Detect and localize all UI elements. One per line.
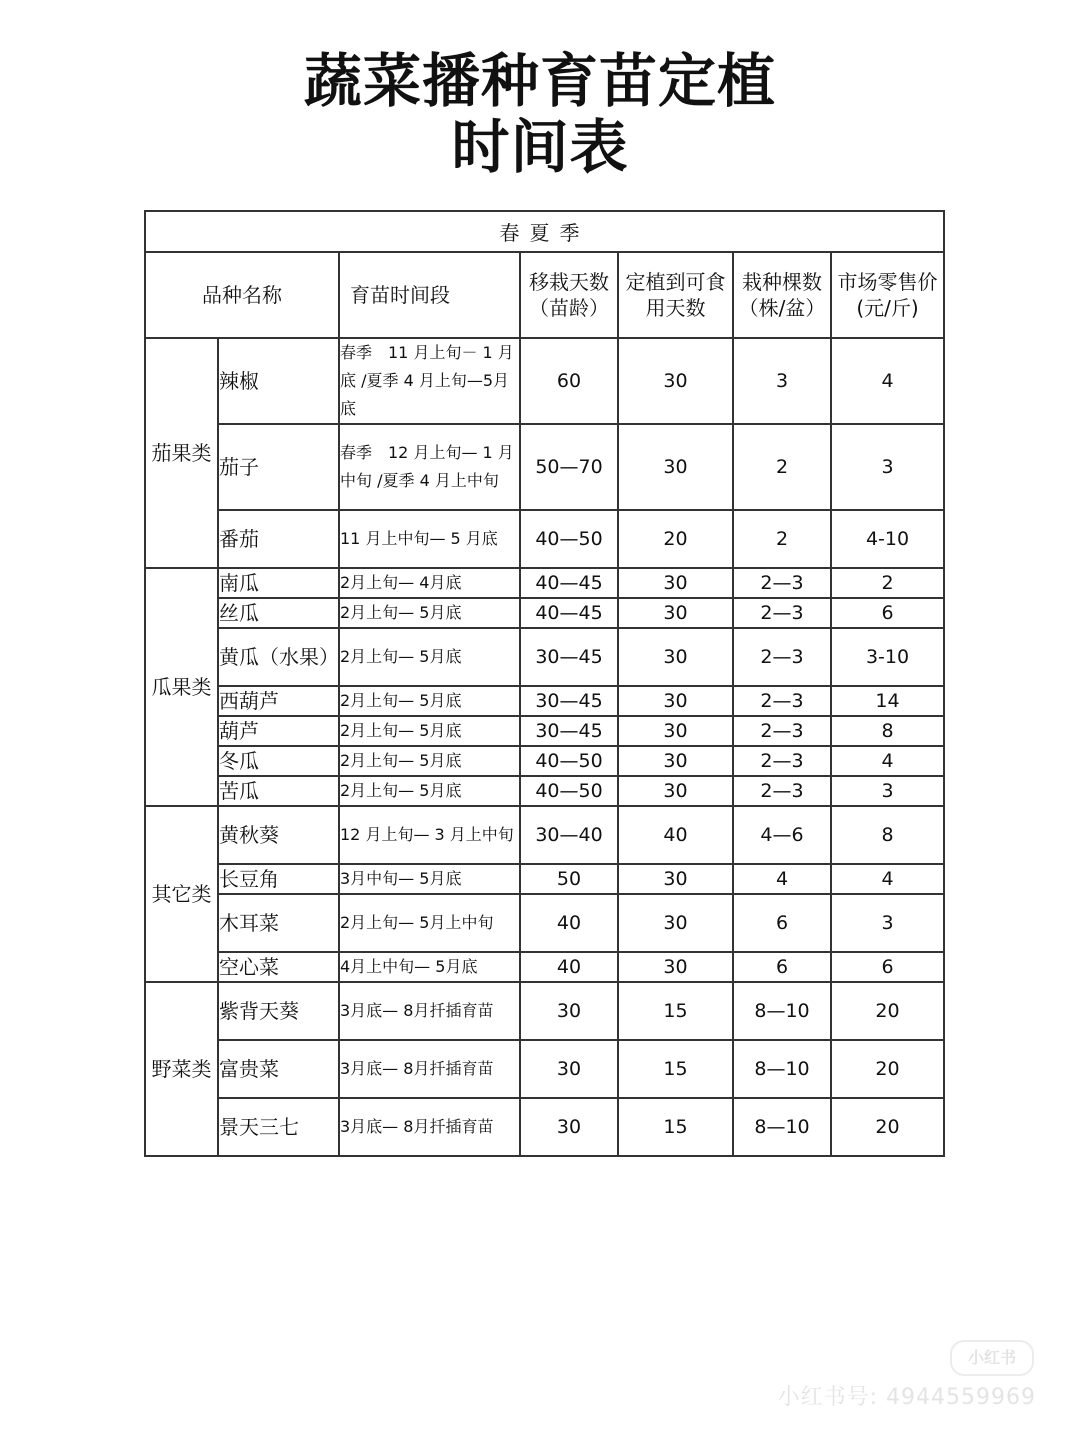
seedling-period-cell: 2月上旬— 5月底 bbox=[339, 776, 520, 806]
harvest-days-cell: 15 bbox=[618, 1098, 733, 1156]
table-row bbox=[145, 424, 944, 510]
plant-count-cell: 6 bbox=[733, 952, 831, 982]
transplant-days-cell: 50 bbox=[520, 864, 618, 894]
table-row bbox=[145, 806, 944, 864]
variety-name-cell: 黄瓜（水果） bbox=[218, 628, 339, 686]
table-row bbox=[145, 746, 944, 776]
plant-count-cell: 8—10 bbox=[733, 1040, 831, 1098]
variety-name-cell: 冬瓜 bbox=[218, 746, 339, 776]
table-row bbox=[145, 982, 944, 1040]
variety-name-cell: 景天三七 bbox=[218, 1098, 339, 1156]
harvest-days-cell: 30 bbox=[618, 776, 733, 806]
column-header-row bbox=[145, 252, 944, 338]
table-row bbox=[145, 1098, 944, 1156]
table-row bbox=[145, 628, 944, 686]
seedling-period-cell: 春季 12 月上旬— 1 月中旬 /夏季 4 月上中旬 bbox=[339, 424, 520, 510]
header-transplant-days: 移栽天数（苗龄） bbox=[520, 252, 618, 338]
table-row bbox=[145, 864, 944, 894]
plant-count-cell: 2—3 bbox=[733, 628, 831, 686]
retail-price-cell: 20 bbox=[831, 982, 944, 1040]
seedling-period-cell: 2月上旬— 5月底 bbox=[339, 716, 520, 746]
retail-price-cell: 4 bbox=[831, 746, 944, 776]
variety-name-cell: 黄秋葵 bbox=[218, 806, 339, 864]
watermark-text: 小红书号: 4944559969 bbox=[777, 1385, 1036, 1410]
plant-count-cell: 6 bbox=[733, 894, 831, 952]
variety-name-cell: 木耳菜 bbox=[218, 894, 339, 952]
variety-name-cell: 富贵菜 bbox=[218, 1040, 339, 1098]
plant-count-cell: 3 bbox=[733, 338, 831, 424]
page-title-line2: 时间表 bbox=[451, 113, 629, 181]
seedling-period-cell: 2月上旬— 5月底 bbox=[339, 628, 520, 686]
variety-name-cell: 辣椒 bbox=[218, 338, 339, 424]
variety-name-cell: 西葫芦 bbox=[218, 686, 339, 716]
retail-price-cell: 14 bbox=[831, 686, 944, 716]
category-cell: 瓜果类 bbox=[145, 568, 218, 806]
harvest-days-cell: 40 bbox=[618, 806, 733, 864]
harvest-days-cell: 30 bbox=[618, 716, 733, 746]
page-title bbox=[0, 48, 1080, 180]
harvest-days-cell: 15 bbox=[618, 1040, 733, 1098]
retail-price-cell: 4 bbox=[831, 864, 944, 894]
harvest-days-cell: 30 bbox=[618, 894, 733, 952]
plant-count-cell: 2—3 bbox=[733, 776, 831, 806]
retail-price-cell: 6 bbox=[831, 598, 944, 628]
season-header: 春夏季 bbox=[145, 211, 944, 252]
retail-price-cell: 6 bbox=[831, 952, 944, 982]
harvest-days-cell: 30 bbox=[618, 598, 733, 628]
seedling-period-cell: 12 月上旬— 3 月上中旬 bbox=[339, 806, 520, 864]
transplant-days-cell: 40—45 bbox=[520, 568, 618, 598]
transplant-days-cell: 30—45 bbox=[520, 628, 618, 686]
variety-name-cell: 空心菜 bbox=[218, 952, 339, 982]
retail-price-cell: 8 bbox=[831, 716, 944, 746]
transplant-days-cell: 40—50 bbox=[520, 776, 618, 806]
variety-name-cell: 南瓜 bbox=[218, 568, 339, 598]
category-cell: 茄果类 bbox=[145, 338, 218, 568]
harvest-days-cell: 30 bbox=[618, 568, 733, 598]
plant-count-cell: 2—3 bbox=[733, 568, 831, 598]
table-row bbox=[145, 598, 944, 628]
seedling-period-cell: 2月上旬— 5月底 bbox=[339, 746, 520, 776]
transplant-days-cell: 40 bbox=[520, 952, 618, 982]
seedling-period-cell: 3月底— 8月扦插育苗 bbox=[339, 982, 520, 1040]
harvest-days-cell: 30 bbox=[618, 686, 733, 716]
table-row bbox=[145, 338, 944, 424]
retail-price-cell: 3 bbox=[831, 776, 944, 806]
transplant-days-cell: 30—45 bbox=[520, 716, 618, 746]
retail-price-cell: 8 bbox=[831, 806, 944, 864]
page-title-line1: 蔬菜播种育苗定植 bbox=[303, 47, 776, 115]
harvest-days-cell: 30 bbox=[618, 952, 733, 982]
table-row bbox=[145, 952, 944, 982]
table-row bbox=[145, 1040, 944, 1098]
retail-price-cell: 20 bbox=[831, 1040, 944, 1098]
variety-name-cell: 苦瓜 bbox=[218, 776, 339, 806]
transplant-days-cell: 30 bbox=[520, 1040, 618, 1098]
table-row bbox=[145, 776, 944, 806]
retail-price-cell: 20 bbox=[831, 1098, 944, 1156]
seedling-period-cell: 3月底— 8月扦插育苗 bbox=[339, 1098, 520, 1156]
seedling-period-cell: 春季 11 月上旬－ 1 月底 /夏季 4 月上旬—5月底 bbox=[339, 338, 520, 424]
watermark-logo: 小红书 bbox=[950, 1340, 1034, 1376]
variety-name-cell: 葫芦 bbox=[218, 716, 339, 746]
transplant-days-cell: 40 bbox=[520, 894, 618, 952]
transplant-days-cell: 50—70 bbox=[520, 424, 618, 510]
harvest-days-cell: 30 bbox=[618, 424, 733, 510]
retail-price-cell: 4-10 bbox=[831, 510, 944, 568]
plant-count-cell: 4 bbox=[733, 864, 831, 894]
plant-count-cell: 2 bbox=[733, 510, 831, 568]
plant-count-cell: 4—6 bbox=[733, 806, 831, 864]
transplant-days-cell: 30—40 bbox=[520, 806, 618, 864]
header-variety-name: 品种名称 bbox=[145, 252, 339, 338]
category-cell: 其它类 bbox=[145, 806, 218, 982]
transplant-days-cell: 60 bbox=[520, 338, 618, 424]
harvest-days-cell: 20 bbox=[618, 510, 733, 568]
plant-count-cell: 2—3 bbox=[733, 716, 831, 746]
variety-name-cell: 番茄 bbox=[218, 510, 339, 568]
variety-name-cell: 紫背天葵 bbox=[218, 982, 339, 1040]
harvest-days-cell: 30 bbox=[618, 338, 733, 424]
plant-count-cell: 2—3 bbox=[733, 598, 831, 628]
transplant-days-cell: 40—50 bbox=[520, 510, 618, 568]
variety-name-cell: 丝瓜 bbox=[218, 598, 339, 628]
plant-count-cell: 8—10 bbox=[733, 982, 831, 1040]
variety-name-cell: 茄子 bbox=[218, 424, 339, 510]
seedling-period-cell: 4月上中旬— 5月底 bbox=[339, 952, 520, 982]
transplant-days-cell: 40—45 bbox=[520, 598, 618, 628]
table-row bbox=[145, 894, 944, 952]
seedling-period-cell: 11 月上中旬— 5 月底 bbox=[339, 510, 520, 568]
header-plant-count: 栽种棵数（株/盆） bbox=[733, 252, 831, 338]
seedling-period-cell: 2月上旬— 4月底 bbox=[339, 568, 520, 598]
harvest-days-cell: 15 bbox=[618, 982, 733, 1040]
seedling-period-cell: 3月底— 8月扦插育苗 bbox=[339, 1040, 520, 1098]
table-body bbox=[145, 338, 944, 1156]
header-retail-price: 市场零售价(元/斤) bbox=[831, 252, 944, 338]
variety-name-cell: 长豆角 bbox=[218, 864, 339, 894]
plant-count-cell: 2—3 bbox=[733, 746, 831, 776]
retail-price-cell: 3 bbox=[831, 894, 944, 952]
plant-count-cell: 2 bbox=[733, 424, 831, 510]
table-row bbox=[145, 568, 944, 598]
transplant-days-cell: 30 bbox=[520, 1098, 618, 1156]
plant-count-cell: 8—10 bbox=[733, 1098, 831, 1156]
seedling-period-cell: 3月中旬— 5月底 bbox=[339, 864, 520, 894]
retail-price-cell: 4 bbox=[831, 338, 944, 424]
harvest-days-cell: 30 bbox=[618, 864, 733, 894]
category-cell: 野菜类 bbox=[145, 982, 218, 1156]
header-seedling-period: 育苗时间段 bbox=[339, 252, 520, 338]
retail-price-cell: 3 bbox=[831, 424, 944, 510]
harvest-days-cell: 30 bbox=[618, 628, 733, 686]
table-row bbox=[145, 510, 944, 568]
table-row bbox=[145, 716, 944, 746]
transplant-days-cell: 30 bbox=[520, 982, 618, 1040]
header-harvest-days: 定植到可食用天数 bbox=[618, 252, 733, 338]
retail-price-cell: 3-10 bbox=[831, 628, 944, 686]
seedling-period-cell: 2月上旬— 5月上中旬 bbox=[339, 894, 520, 952]
seedling-period-cell: 2月上旬— 5月底 bbox=[339, 686, 520, 716]
seedling-period-cell: 2月上旬— 5月底 bbox=[339, 598, 520, 628]
retail-price-cell: 2 bbox=[831, 568, 944, 598]
plant-count-cell: 2—3 bbox=[733, 686, 831, 716]
transplant-days-cell: 40—50 bbox=[520, 746, 618, 776]
harvest-days-cell: 30 bbox=[618, 746, 733, 776]
transplant-days-cell: 30—45 bbox=[520, 686, 618, 716]
schedule-table bbox=[144, 210, 945, 1157]
table-row bbox=[145, 686, 944, 716]
